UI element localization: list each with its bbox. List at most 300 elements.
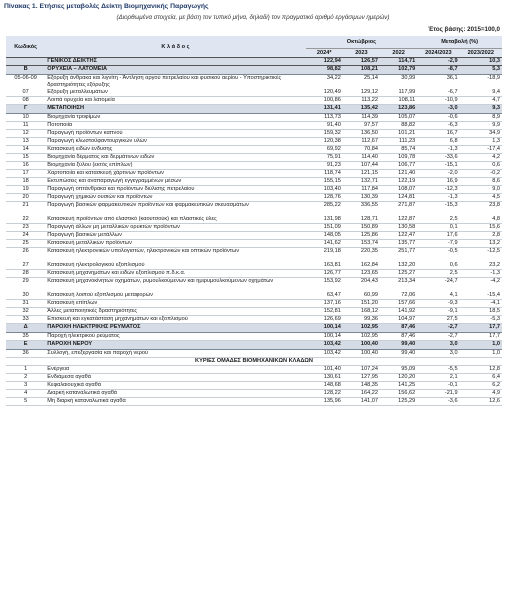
row-code: 24 [6, 232, 45, 240]
row-code: 1 [6, 366, 45, 374]
change-2023-2022: 9,0 [460, 186, 502, 194]
change-2024-2023: 2,5 [417, 216, 459, 224]
table-row [6, 374, 502, 382]
change-2023-2022: 34,9 [460, 130, 502, 138]
header-change: Μεταβολή (%) [417, 36, 502, 49]
value-2023: 153,74 [343, 240, 380, 248]
table-row [6, 170, 502, 178]
row-code: 25 [6, 240, 45, 248]
header-code: Κωδικός [6, 36, 45, 58]
row-branch-name: Παραγωγή άλλων μη μεταλλικών ορυκτών προϊόντων [45, 224, 305, 232]
table-row [6, 382, 502, 390]
value-2023: 60,99 [343, 292, 380, 300]
row-code: 28 [6, 270, 45, 278]
table-row [6, 333, 502, 341]
row-branch-name: Κατασκευή μεταλλικών προϊόντων [45, 240, 305, 248]
change-2023-2022: 18,5 [460, 308, 502, 316]
value-2024: 135,96 [306, 398, 343, 406]
change-2023-2022: 13,2 [460, 240, 502, 248]
row-branch-name: Κατασκευή προϊόντων από ελαστικό (καουτσούκ) και πλαστικές ύλες [45, 216, 305, 224]
change-2024-2023: -7,9 [417, 240, 459, 248]
row-branch-name: Παραγωγή βασικών μετάλλων [45, 232, 305, 240]
value-2022: 141,92 [380, 308, 417, 316]
value-2022: 108,11 [380, 97, 417, 105]
row-code: 19 [6, 186, 45, 194]
group-label: ΚΥΡΙΕΣ ΟΜΑΔΕΣ ΒΙΟΜΗΧΑΝΙΚΩΝ ΚΛΑΔΩΝ [6, 358, 502, 366]
change-2023-2022: -5,3 [460, 316, 502, 324]
value-2022: 95,09 [380, 366, 417, 374]
table-row [6, 324, 502, 333]
row-code: 5 [6, 398, 45, 406]
value-2024: 155,15 [306, 178, 343, 186]
row-branch-name: Κατασκευή μηχανημάτων και ειδών εξοπλισμού π.δ.κ.α. [45, 270, 305, 278]
row-code: B [6, 66, 45, 75]
header-year-2024: 2024* [306, 49, 343, 58]
row-branch-name: Ποτοποιία [45, 122, 305, 130]
value-2023: 130,39 [343, 194, 380, 202]
value-2023: 151,20 [343, 300, 380, 308]
table-row [6, 292, 502, 300]
table-row [6, 97, 502, 105]
change-2024-2023: 0,1 [417, 224, 459, 232]
change-2024-2023: -21,9 [417, 390, 459, 398]
value-2023: 113,22 [343, 97, 380, 105]
change-2023-2022: -4,1 [460, 300, 502, 308]
change-2024-2023: 27,5 [417, 316, 459, 324]
change-2023-2022: 0,6 [460, 162, 502, 170]
value-2022: 130,58 [380, 224, 417, 232]
row-code: 18 [6, 178, 45, 186]
value-2024: 103,42 [306, 350, 343, 358]
value-2023: 100,40 [343, 341, 380, 350]
change-2023-2022: -4,2 [490, 278, 500, 284]
value-2022: 109,78 [380, 154, 417, 162]
change-2024-2023: 17,6 [417, 232, 459, 240]
value-2023: 108,21 [343, 66, 380, 75]
value-2023: 102,95 [343, 333, 380, 341]
row-branch-name: Χαρτοποιία και κατασκευή χάρτινων προϊόντων [45, 170, 305, 178]
value-2023: 168,12 [343, 308, 380, 316]
value-2023: 25,14 [364, 75, 379, 81]
value-2024: 152,81 [306, 308, 343, 316]
value-2024: 91,40 [306, 122, 343, 130]
value-2024: 128,22 [306, 390, 343, 398]
table-row [6, 300, 502, 308]
value-2024: 103,42 [306, 341, 343, 350]
change-2024-2023: 6,8 [417, 138, 459, 146]
value-2022: 125,27 [380, 270, 417, 278]
row-branch-name: Άλλες μεταποιητικές δραστηριότητες [45, 308, 305, 316]
value-2024: 120,49 [306, 89, 343, 97]
value-2024: 101,40 [306, 366, 343, 374]
value-2022: 88,82 [380, 122, 417, 130]
change-2024-2023: -2,9 [417, 58, 459, 66]
value-2022: 108,07 [380, 186, 417, 194]
change-2024-2023: 4,1 [417, 292, 459, 300]
table-row [6, 186, 502, 194]
value-2023: 99,36 [343, 316, 380, 324]
value-2023: 126,57 [343, 58, 380, 66]
row-code: 22 [6, 216, 45, 224]
value-2022: 124,81 [380, 194, 417, 202]
row-code: 23 [6, 224, 45, 232]
value-2024: 126,77 [306, 270, 343, 278]
change-2024-2023: -10,9 [417, 97, 459, 105]
value-2022: 87,46 [380, 324, 417, 333]
value-2024: 148,05 [306, 232, 343, 240]
change-2023-2022: 23,2 [460, 262, 502, 270]
table-row [6, 89, 502, 97]
header-year-2022: 2022 [380, 49, 417, 58]
row-code: 4 [6, 390, 45, 398]
value-2023: 162,84 [343, 262, 380, 270]
change-2023-2022: 4,7 [460, 97, 502, 105]
value-2022: 135,77 [380, 240, 417, 248]
change-2024-2023: -9,3 [417, 300, 459, 308]
change-2024-2023: -33,6 [417, 154, 459, 162]
change-2024-2023: -15,3 [444, 202, 458, 208]
table-row [6, 114, 502, 122]
base-year-note: Έτος βάσης: 2015=100,0 [427, 26, 500, 33]
change-2023-2022: 4,2 [460, 154, 502, 162]
table-row [6, 358, 502, 366]
change-2024-2023: 2,5 [417, 270, 459, 278]
header-change-2023-2022: 2023/2022 [460, 49, 502, 58]
value-2023: 102,95 [343, 324, 380, 333]
change-2024-2023: -15,1 [417, 162, 459, 170]
value-2022: 30,99 [401, 75, 416, 81]
table-row [6, 202, 502, 217]
value-2022: 99,40 [380, 350, 417, 358]
change-2023-2022: 6,4 [460, 374, 502, 382]
value-2023: 336,55 [360, 202, 379, 208]
value-2024: 118,74 [306, 170, 343, 178]
row-branch-name: ΟΡΥΧΕΙΑ – ΛΑΤΟΜΕΙΑ [45, 66, 305, 75]
row-branch-name: ΠΑΡΟΧΗ ΗΛΕΚΤΡΙΚΗΣ ΡΕΥΜΑΤΟΣ [45, 324, 305, 333]
row-code: 15 [6, 154, 45, 162]
row-code: 12 [6, 130, 45, 138]
value-2022: 99,40 [380, 341, 417, 350]
value-2024: 126,69 [306, 316, 343, 324]
row-branch-name: Παραγωγή προϊόντων καπνού [45, 130, 305, 138]
row-code: 33 [6, 316, 45, 324]
value-2022: 271,87 [398, 202, 416, 208]
value-2024: 122,94 [306, 58, 343, 66]
row-code: 2 [6, 374, 45, 382]
table-row [6, 366, 502, 374]
change-2023-2022: -17,4 [460, 146, 502, 154]
change-2023-2022: 4,5 [460, 194, 502, 202]
row-branch-name: Κατασκευή ηλεκτρολογικού εξοπλισμού [45, 262, 305, 270]
change-2023-2022: -18,9 [487, 75, 500, 81]
change-2023-2022: -0,2 [460, 170, 502, 178]
row-branch-name: Λοιπά ορυχεία και λατομεία [45, 97, 305, 105]
value-2023: 136,50 [343, 130, 380, 138]
change-2024-2023: 3,0 [417, 341, 459, 350]
value-2023: 121,15 [343, 170, 380, 178]
row-branch-name: ΓΕΝΙΚΟΣ ΔΕΙΚΤΗΣ [45, 58, 305, 66]
row-code: 14 [6, 146, 45, 154]
value-2023: 164,22 [343, 390, 380, 398]
row-code: 05-06-09 [14, 75, 37, 81]
table-row [6, 194, 502, 202]
change-2023-2022: 4,9 [460, 390, 502, 398]
value-2022: 87,46 [380, 333, 417, 341]
table-title: Πίνακας 1. Ετήσιες μεταβολές Δείκτη Βιομηχανικής Παραγωγής [4, 3, 209, 10]
row-branch-name: Κατασκευή ηλεκτρονικών υπολογιστών, ηλεκτρονικών και οπτικών προϊόντων [47, 248, 240, 254]
value-2024: 91,23 [306, 162, 343, 170]
row-code: 3 [6, 382, 45, 390]
row-branch-name: ΠΑΡΟΧΗ ΝΕΡΟΥ [45, 341, 305, 350]
change-2024-2023: -1,3 [417, 194, 459, 202]
value-2022: 121,40 [380, 170, 417, 178]
change-2024-2023: 3,0 [417, 350, 459, 358]
change-2023-2022: 8,6 [460, 178, 502, 186]
value-2022: 157,66 [380, 300, 417, 308]
value-2023: 135,42 [343, 105, 380, 114]
table-row [6, 390, 502, 398]
value-2022: 122,87 [380, 216, 417, 224]
value-2024: 63,47 [306, 292, 343, 300]
row-branch-name: Ενδιάμεσα αγαθά [45, 374, 305, 382]
header-october: Οκτώβριος [306, 36, 418, 49]
row-code: 10 [6, 114, 45, 122]
change-2023-2022: 8,9 [460, 114, 502, 122]
row-branch-name: Βιομηχανία ξύλου (εκτός επίπλων) [45, 162, 305, 170]
value-2023: 150,89 [343, 224, 380, 232]
change-2024-2023: -5,5 [417, 366, 459, 374]
change-2023-2022: 1,3 [460, 138, 502, 146]
row-code: 07 [6, 89, 45, 97]
change-2024-2023: 16,9 [417, 178, 459, 186]
row-branch-name: Βιομηχανία δέρματος και δερμάτινων ειδών [45, 154, 305, 162]
value-2023: 114,39 [343, 114, 380, 122]
value-2023: 127,95 [343, 374, 380, 382]
change-2024-2023: -8,7 [417, 66, 459, 75]
change-2023-2022: 9,4 [460, 89, 502, 97]
change-2023-2022: -15,4 [460, 292, 502, 300]
change-2024-2023: -2,0 [417, 170, 459, 178]
row-branch-name: Εξόρυξη μεταλλευμάτων [45, 89, 305, 97]
change-2024-2023: -6,7 [417, 89, 459, 97]
table-row [6, 398, 502, 406]
value-2023: 125,86 [343, 232, 380, 240]
value-2023: 148,35 [343, 382, 380, 390]
row-branch-name: Βιομηχανία τροφίμων [45, 114, 305, 122]
table-row [6, 138, 502, 146]
table-row [6, 232, 502, 240]
value-2023: 220,35 [360, 248, 379, 254]
table-row [6, 154, 502, 162]
row-branch-name: Κατασκευή λοιπού εξοπλισμού μεταφορών [45, 292, 305, 300]
header-year-2023: 2023 [343, 49, 380, 58]
change-2024-2023: -1,3 [417, 146, 459, 154]
table-row [6, 105, 502, 114]
value-2022: 85,74 [380, 146, 417, 154]
change-2024-2023: -24,7 [444, 278, 458, 284]
row-code: 16 [6, 162, 45, 170]
header-change-2024-2023: 2024/2023 [417, 49, 459, 58]
value-2023: 132,71 [343, 178, 380, 186]
table-row [6, 240, 502, 248]
value-2022: 120,20 [380, 374, 417, 382]
table-row [6, 270, 502, 278]
value-2023: 100,40 [343, 350, 380, 358]
value-2022: 122,47 [380, 232, 417, 240]
change-2024-2023: 16,7 [417, 130, 459, 138]
row-branch-name: Επισκευή και εγκατάσταση μηχανημάτων και εξοπλισμού [45, 316, 305, 324]
value-2022: 141,25 [380, 382, 417, 390]
row-branch-name: Παραγωγή κλωστοϋφαντουργικών υλών [45, 138, 305, 146]
table-row [6, 278, 502, 293]
row-code: 13 [6, 138, 45, 146]
change-2023-2022: 10,3 [460, 58, 502, 66]
row-code: 35 [6, 333, 45, 341]
table-row [6, 75, 502, 90]
value-2024: 130,61 [306, 374, 343, 382]
change-2024-2023: -2,7 [417, 333, 459, 341]
value-2024: 34,22 [326, 75, 341, 81]
change-2023-2022: 12,6 [460, 398, 502, 406]
change-2024-2023: -2,7 [417, 324, 459, 333]
value-2024: 75,91 [306, 154, 343, 162]
row-code: Ε [6, 341, 45, 350]
value-2024: 131,41 [306, 105, 343, 114]
value-2024: 153,92 [323, 278, 341, 284]
change-2023-2022: 9,9 [460, 122, 502, 130]
value-2023: 70,84 [343, 146, 380, 154]
change-2023-2022: 17,7 [460, 324, 502, 333]
value-2024: 103,40 [306, 186, 343, 194]
table-row [6, 122, 502, 130]
change-2024-2023: -0,5 [447, 248, 458, 254]
change-2024-2023: -3,6 [417, 398, 459, 406]
row-code: Γ [6, 105, 45, 114]
value-2022: 213,34 [398, 278, 416, 284]
value-2022: 72,06 [380, 292, 417, 300]
value-2022: 102,79 [380, 66, 417, 75]
value-2023: 128,71 [343, 216, 380, 224]
row-branch-name: Συλλογή, επεξεργασία και παροχή νερού [45, 350, 305, 358]
value-2024: 141,62 [306, 240, 343, 248]
change-2023-2022: 1,0 [460, 341, 502, 350]
value-2022: 114,71 [380, 58, 417, 66]
change-2024-2023: -6,3 [417, 122, 459, 130]
table-row [6, 130, 502, 138]
row-branch-name: Κεφαλαιουχικά αγαθά [45, 382, 305, 390]
change-2023-2022: 17,7 [460, 333, 502, 341]
row-code: 27 [6, 262, 45, 270]
value-2023: 117,84 [343, 186, 380, 194]
change-2023-2022: 4,8 [460, 216, 502, 224]
value-2024: 285,22 [323, 202, 341, 208]
table-row [6, 316, 502, 324]
change-2023-2022: -12,5 [487, 248, 500, 254]
value-2024: 151,09 [306, 224, 343, 232]
row-code: 08 [6, 97, 45, 105]
row-code: 11 [6, 122, 45, 130]
table-row [6, 178, 502, 186]
change-2024-2023: -3,0 [417, 105, 459, 114]
value-2022: 156,62 [380, 390, 417, 398]
row-branch-name: Κατασκευή ειδών ένδυσης [45, 146, 305, 154]
row-code: 36 [6, 350, 45, 358]
change-2024-2023: -0,1 [417, 382, 459, 390]
table-row [6, 350, 502, 358]
change-2023-2022: 9,3 [460, 105, 502, 114]
value-2024: 120,38 [306, 138, 343, 146]
table-row [6, 341, 502, 350]
value-2024: 163,81 [306, 262, 343, 270]
value-2022: 132,20 [380, 262, 417, 270]
row-branch-name: Μη διαρκή καταναλωτικά αγαθά [45, 398, 305, 406]
table-body [6, 58, 502, 406]
row-code: 21 [22, 202, 29, 208]
value-2024: 100,14 [306, 333, 343, 341]
industrial-production-table [6, 36, 502, 406]
table-row [6, 216, 502, 224]
row-branch-name: Κατασκευή επίπλων [45, 300, 305, 308]
change-2023-2022: 6,2 [460, 382, 502, 390]
row-branch-name: Ενέργεια [45, 366, 305, 374]
table-row [6, 58, 502, 66]
row-code: 26 [22, 248, 29, 254]
value-2023: 204,43 [360, 278, 379, 284]
value-2024: 98,82 [306, 66, 343, 75]
row-code [6, 58, 45, 66]
value-2022: 251,77 [398, 248, 416, 254]
change-2023-2022: 12,8 [460, 366, 502, 374]
change-2024-2023: -12,3 [417, 186, 459, 194]
row-branch-name: Παραγωγή βασικών φαρμακευτικών προϊόντων και φαρμακευτικών σκευασμάτων [47, 202, 249, 208]
value-2024: 113,73 [306, 114, 343, 122]
value-2022: 117,99 [380, 89, 417, 97]
value-2022: 106,77 [380, 162, 417, 170]
change-2023-2022: 2,8 [460, 232, 502, 240]
row-branch-name: Εκτυπώσεις και αναπαραγωγή εγγεγραμμένων μέσων [45, 178, 305, 186]
row-branch-name: Κατασκευή μηχανοκίνητων οχημάτων, ρυμουλκούμενων και ημιρυμουλκούμενων οχημάτων [47, 278, 274, 284]
table-row [6, 262, 502, 270]
value-2024: 69,92 [306, 146, 343, 154]
value-2024: 131,98 [306, 216, 343, 224]
value-2022: 122,19 [380, 178, 417, 186]
value-2023: 114,40 [343, 154, 380, 162]
change-2023-2022: 1,0 [460, 350, 502, 358]
value-2024: 100,86 [306, 97, 343, 105]
table-row [6, 224, 502, 232]
row-code: 31 [6, 300, 45, 308]
row-branch-name: Διαρκή καταναλωτικά αγαθά [45, 390, 305, 398]
value-2022: 125,29 [380, 398, 417, 406]
value-2022: 101,21 [380, 130, 417, 138]
row-branch-name: Παραγωγή οπτάνθρακα και προϊόντων διύλισης πετρελαίου [45, 186, 305, 194]
value-2023: 107,44 [343, 162, 380, 170]
row-branch-name: ΜΕΤΑΠΟΙΗΣΗ [45, 105, 305, 114]
change-2023-2022: 15,6 [460, 224, 502, 232]
change-2023-2022: -1,3 [460, 270, 502, 278]
table-row [6, 248, 502, 263]
value-2023: 141,07 [343, 398, 380, 406]
value-2022: 123,86 [380, 105, 417, 114]
row-code: 32 [6, 308, 45, 316]
value-2024: 128,76 [306, 194, 343, 202]
table-row [6, 146, 502, 154]
row-branch-name: Παροχή ηλεκτρικού ρεύματος [45, 333, 305, 341]
change-2024-2023: 36,1 [446, 75, 458, 81]
value-2024: 219,18 [323, 248, 341, 254]
value-2023: 129,12 [343, 89, 380, 97]
table-row [6, 162, 502, 170]
